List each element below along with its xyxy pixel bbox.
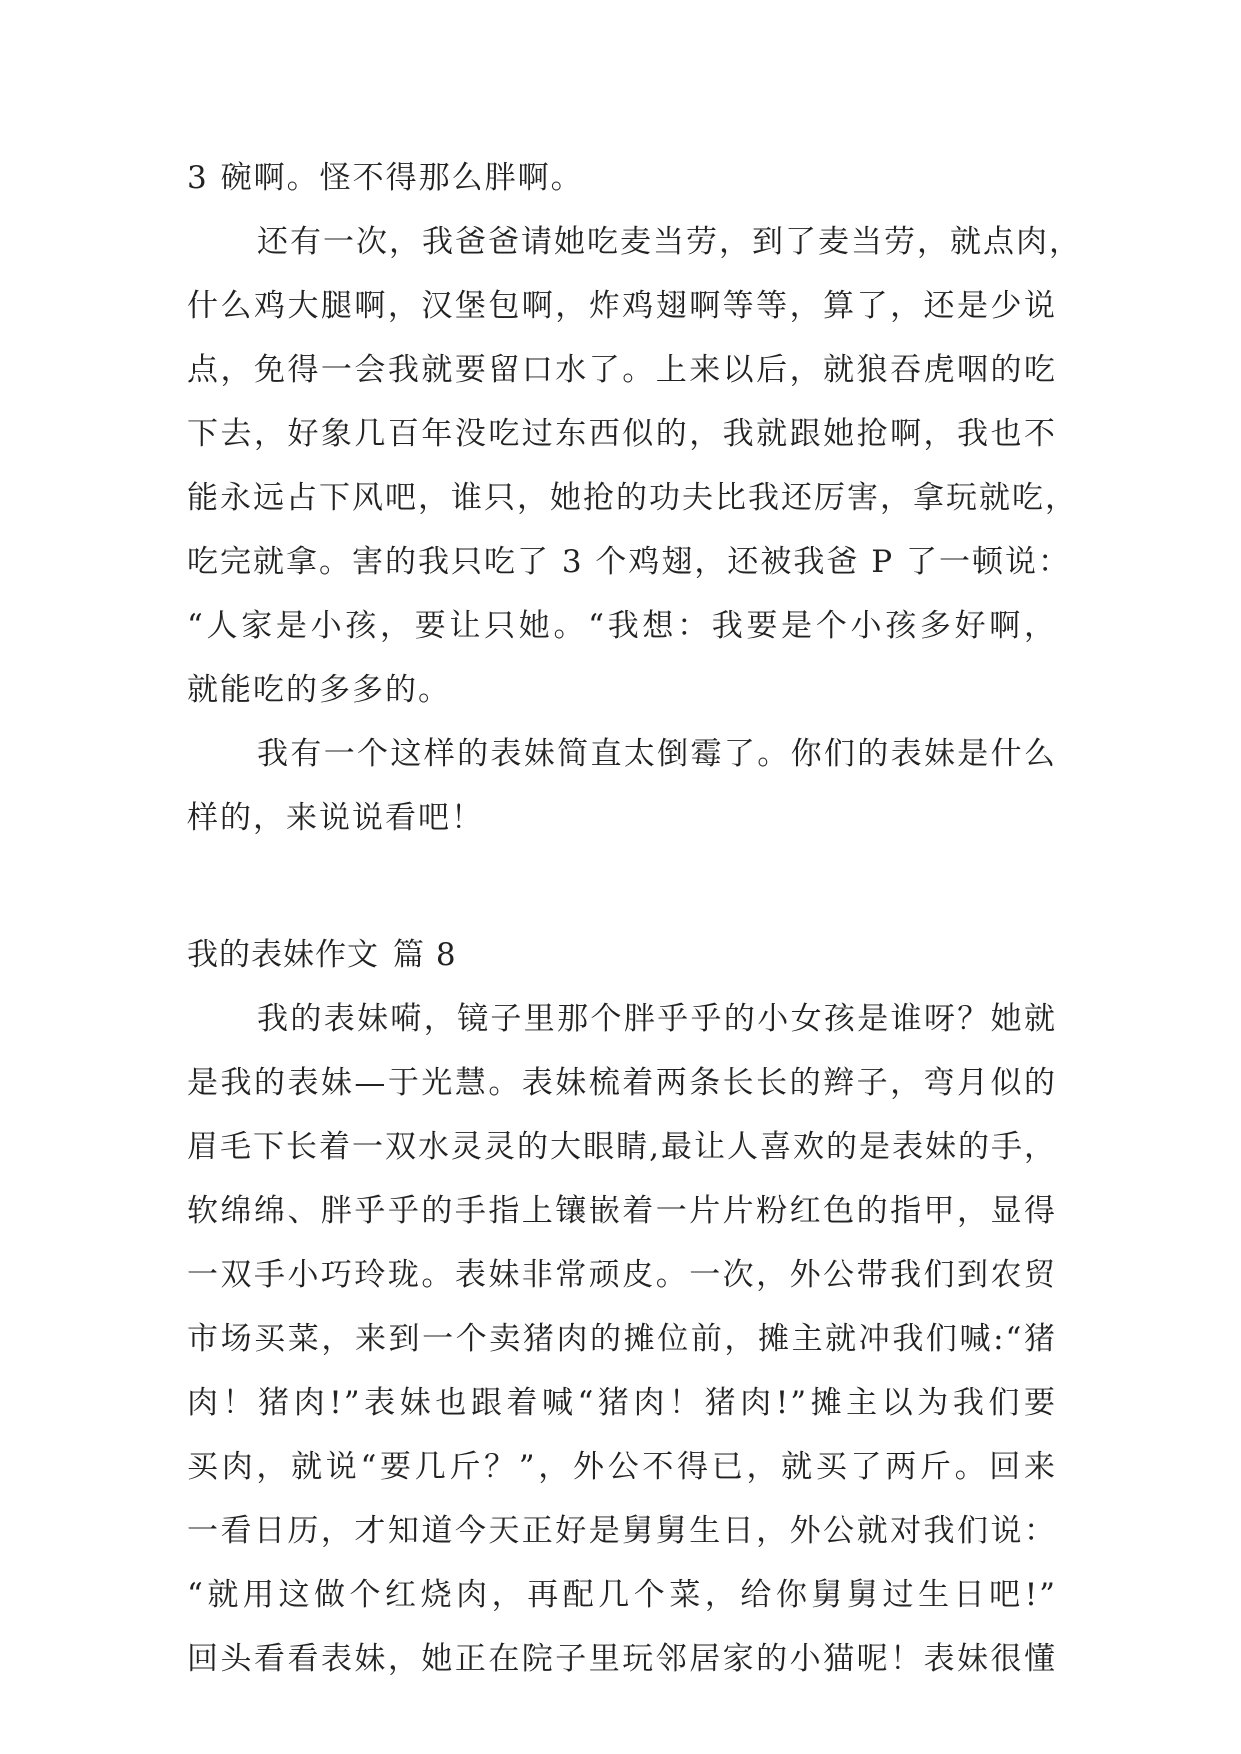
text-line: 买肉，就说“要几斤？”，外公不得已，就买了两斤。回来 (187, 1449, 1057, 1485)
text-line: 就能吃的多多的。 (187, 672, 451, 708)
text-line: 回头看看表妹，她正在院子里玩邻居家的小猫呢！表妹很懂 (187, 1641, 1057, 1677)
text-line: 点，免得一会我就要留口水了。上来以后，就狼吞虎咽的吃 (187, 352, 1057, 388)
text-line: 肉！猪肉!”表妹也跟着喊“猪肉！猪肉!”摊主以为我们要 (187, 1385, 1057, 1421)
section-heading (187, 935, 457, 975)
heading-title: 我的表妹作文 (187, 937, 379, 973)
paragraph-start: 我的表妹嗬，镜子里那个胖乎乎的小女孩是谁呀？她就 (257, 1001, 1057, 1037)
text-line: 市场买菜，来到一个卖猪肉的摊位前，摊主就冲我们喊:“猪 (187, 1321, 1057, 1357)
text-line: 是我的表妹—于光慧。表妹梳着两条长长的辫子，弯月似的 (187, 1065, 1057, 1101)
text-line: 样的，来说说看吧！ (187, 800, 484, 836)
text-line: “人家是小孩，要让只她。“我想：我要是个小孩多好啊， (187, 608, 1057, 644)
heading-number: 篇 8 (393, 937, 457, 973)
text-line: 一双手小巧玲珑。表妹非常顽皮。一次，外公带我们到农贸 (187, 1257, 1057, 1293)
text-line: 吃完就拿。害的我只吃了 3 个鸡翅，还被我爸 P 了一顿说： (187, 544, 1071, 580)
paragraph-start: 我有一个这样的表妹简直太倒霉了。你们的表妹是什么 (257, 736, 1057, 772)
text-line: 能永远占下风吧，谁只，她抢的功夫比我还厉害，拿玩就吃， (187, 480, 1078, 516)
text-line: 眉毛下长着一双水灵灵的大眼睛,最让人喜欢的是表妹的手， (187, 1129, 1057, 1165)
text-line: 3 碗啊。怪不得那么胖啊。 (187, 160, 584, 196)
paragraph-start: 还有一次，我爸爸请她吃麦当劳，到了麦当劳，就点肉， (257, 224, 1082, 260)
text-line: “就用这做个红烧肉，再配几个菜，给你舅舅过生日吧!” (187, 1577, 1057, 1613)
text-line: 软绵绵、胖乎乎的手指上镶嵌着一片片粉红色的指甲，显得 (187, 1193, 1057, 1229)
text-line: 一看日历，才知道今天正好是舅舅生日，外公就对我们说： (187, 1513, 1057, 1549)
text-line: 下去，好象几百年没吃过东西似的，我就跟她抢啊，我也不 (187, 416, 1057, 452)
text-line: 什么鸡大腿啊，汉堡包啊，炸鸡翅啊等等，算了，还是少说 (187, 288, 1057, 324)
